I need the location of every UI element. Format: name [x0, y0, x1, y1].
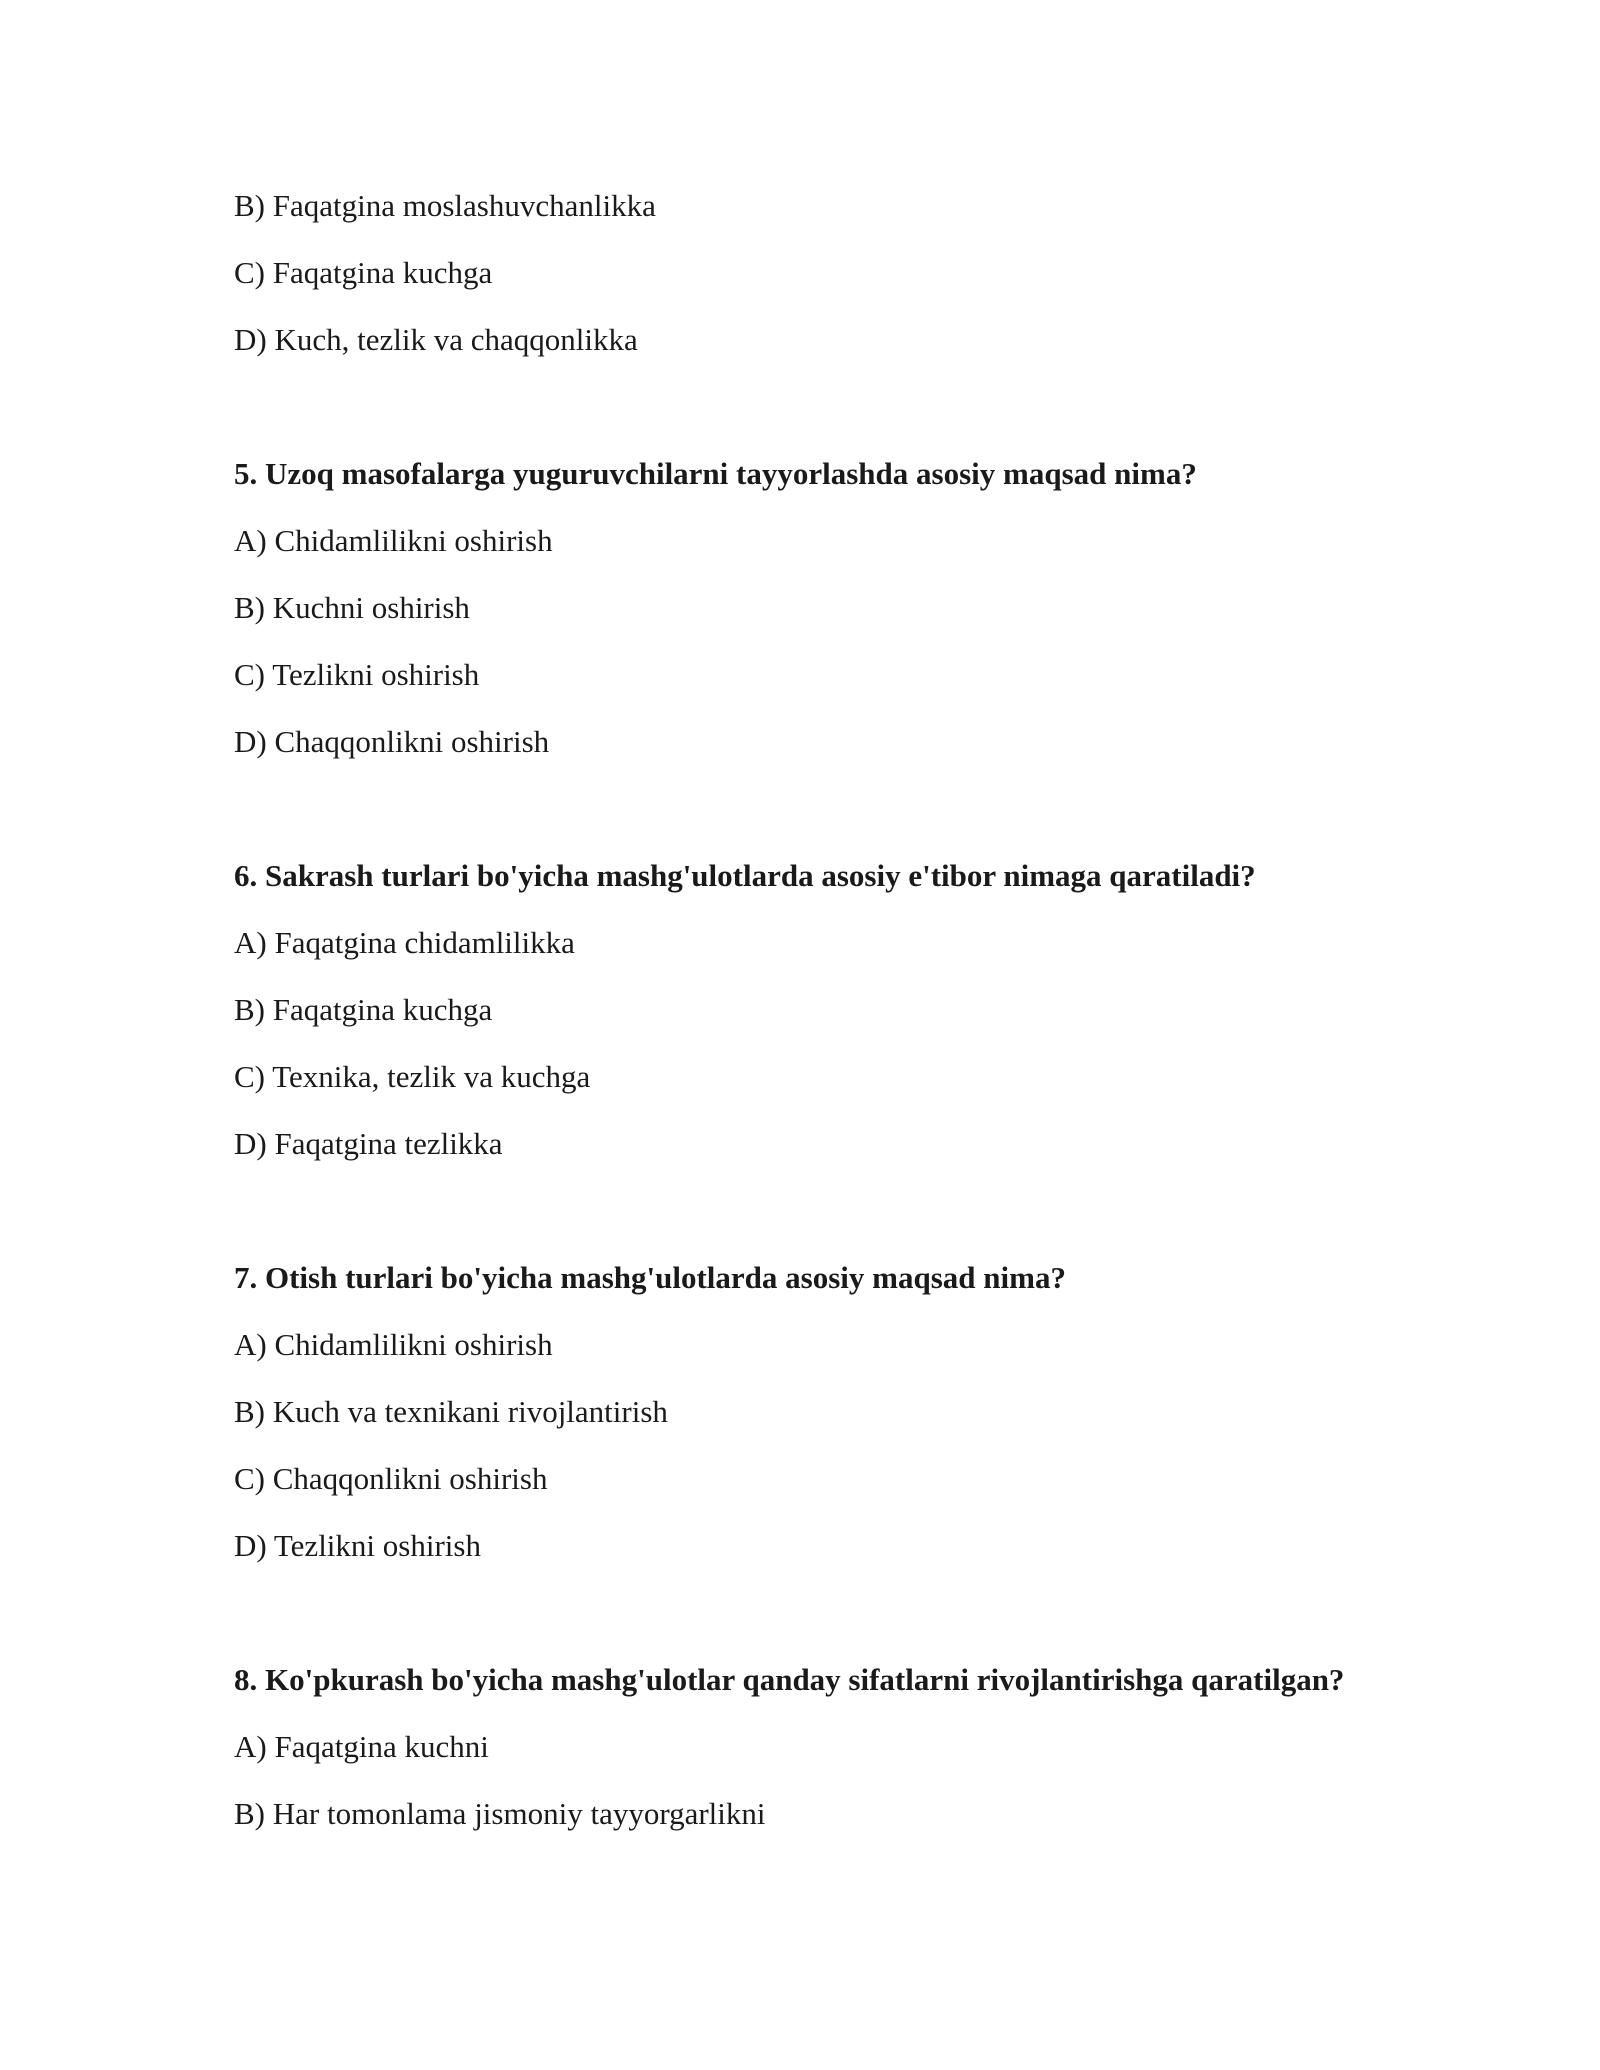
option-5a: A) Chidamlilikni oshirish: [234, 523, 553, 558]
option-7d: D) Tezlikni oshirish: [234, 1528, 481, 1563]
question-6-title: 6. Sakrash turlari bo'yicha mashg'ulotlarda asosiy e'tibor nimaga qaratiladi?: [234, 858, 1256, 893]
option-6c: C) Texnika, tezlik va kuchga: [234, 1059, 591, 1094]
option-5c: C) Tezlikni oshirish: [234, 657, 480, 692]
question-8-title: 8. Ko'pkurash bo'yicha mashg'ulotlar qanday sifatlarni rivojlantirishga qaratilgan?: [234, 1662, 1345, 1697]
option-7a: A) Chidamlilikni oshirish: [234, 1327, 553, 1362]
option-6d: D) Faqatgina tezlikka: [234, 1126, 503, 1161]
option-4c: C) Faqatgina kuchga: [234, 255, 493, 290]
option-6b: B) Faqatgina kuchga: [234, 992, 493, 1027]
option-5d: D) Chaqqonlikni oshirish: [234, 724, 550, 759]
option-8b: B) Har tomonlama jismoniy tayyorgarlikni: [234, 1796, 766, 1831]
option-7b: B) Kuch va texnikani rivojlantirish: [234, 1394, 668, 1429]
option-7c: C) Chaqqonlikni oshirish: [234, 1461, 548, 1496]
option-5b: B) Kuchni oshirish: [234, 590, 470, 625]
option-8a: A) Faqatgina kuchni: [234, 1729, 489, 1764]
question-5-title: 5. Uzoq masofalarga yuguruvchilarni tayyorlashda asosiy maqsad nima?: [234, 456, 1197, 491]
option-4d: D) Kuch, tezlik va chaqqonlikka: [234, 322, 638, 357]
option-4b: B) Faqatgina moslashuvchanlikka: [234, 188, 656, 223]
option-6a: A) Faqatgina chidamlilikka: [234, 925, 575, 960]
question-7-title: 7. Otish turlari bo'yicha mashg'ulotlarda asosiy maqsad nima?: [234, 1260, 1066, 1295]
